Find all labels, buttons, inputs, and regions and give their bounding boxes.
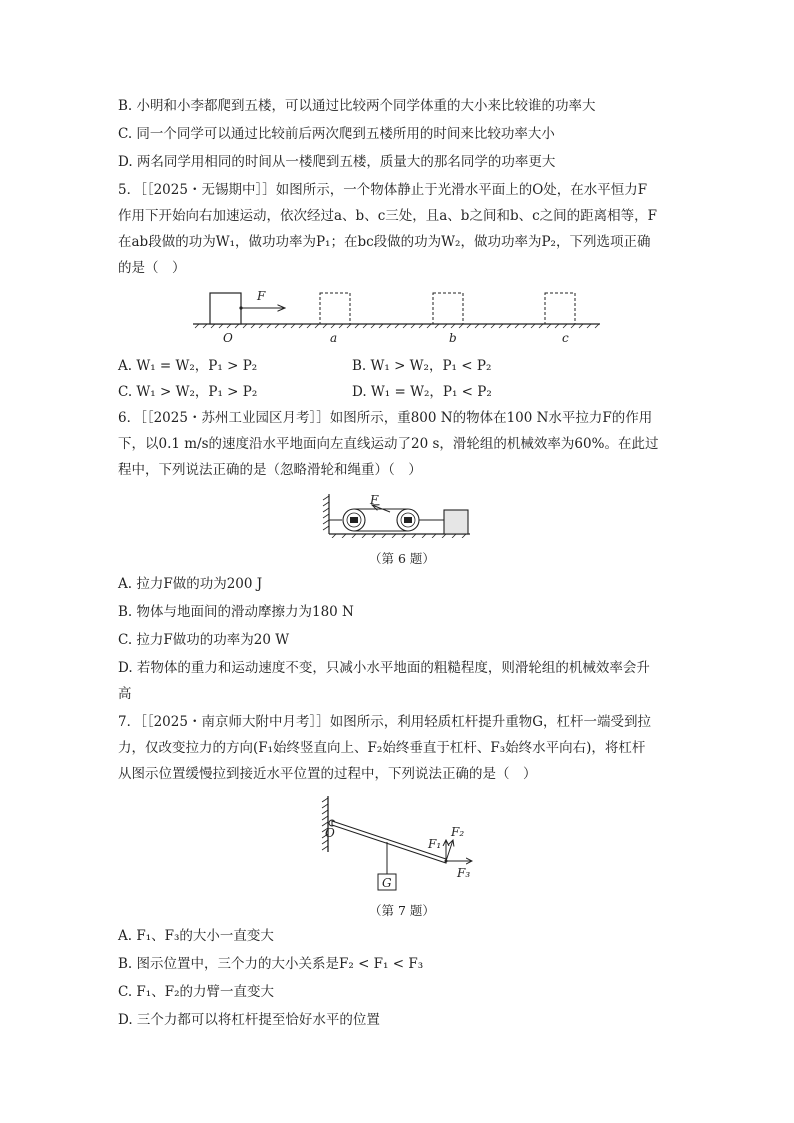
q7-label-f1: F₁ [428, 837, 442, 851]
q7-option-a: A. F₁、F₃的大小一直变大 [118, 928, 274, 944]
q7-label-g: G [382, 876, 392, 890]
q7-stem-line-3: 从图示位置缓慢拉到接近水平位置的过程中，下列说法正确的是（ ） [118, 766, 537, 782]
q5-option-d: D. W₁ = W₂，P₁ < P₂ [352, 384, 492, 400]
q7-label-f2: F₂ [451, 825, 465, 839]
q5-option-b: B. W₁ > W₂，P₁ < P₂ [352, 358, 492, 374]
q6-block [444, 510, 468, 534]
q7-stem-line-1: 7．［［2025・南京师大附中月考］］如图所示，利用轻质杠杆提升重物G，杠杆一端受到拉 [118, 714, 651, 730]
q5-option-c: C. W₁ > W₂，P₁ > P₂ [118, 384, 258, 400]
q6-option-d-line-1: D. 若物体的重力和运动速度不变，只减小水平地面的粗糙程度，则滑轮组的机械效率会升 [118, 660, 650, 676]
q5-label-a: a [330, 331, 338, 345]
q5-stem-line-2: 作用下开始向右加速运动，依次经过a、b、c三处，且a、b之间和b、c之间的距离相等，F [118, 208, 658, 224]
block [210, 293, 241, 324]
q4-option-b: B. 小明和小李都爬到五楼，可以通过比较两个同学体重的大小来比较谁的功率大 [118, 98, 596, 114]
q4-option-c: C. 同一个同学可以通过比较前后两次爬到五楼所用的时间来比较功率大小 [118, 126, 555, 142]
q6-label-force: F [370, 493, 379, 507]
q6-figure [320, 490, 472, 538]
q4-option-d: D. 两名同学用相同的时间从一楼爬到五楼，质量大的那名同学的功率更大 [118, 154, 556, 170]
q6-option-b: B. 物体与地面间的滑动摩擦力为180 N [118, 604, 354, 620]
q5-figure [185, 284, 610, 350]
q6-stem-line-3: 程中，下列说法正确的是（忽略滑轮和绳重）（ ） [118, 462, 422, 478]
q6-option-a: A. 拉力F做的功为200 J [118, 576, 263, 592]
q6-stem-line-1: 6．［［2025・苏州工业园区月考］］如图所示，重800 N的物体在100 N水平拉力F的作用 [118, 410, 653, 426]
q5-option-a: A. W₁ = W₂，P₁ > P₂ [118, 358, 258, 374]
q5-label-force: F [257, 289, 266, 303]
q5-stem-line-1: 5．［［2025・无锡期中］］如图所示，一个物体静止于光滑水平面上的O处，在水平恒力F [118, 182, 648, 198]
q5-label-b: b [449, 331, 457, 345]
q7-option-c: C. F₁、F₂的力臂一直变大 [118, 984, 274, 1000]
q5-stem-line-3: 在ab段做的功为W₁，做功功率为P₁；在bc段做的功为W₂，做功功率为P₂，下列选项正确 [118, 234, 651, 250]
q6-caption: （第 6 题） [369, 551, 435, 566]
q6-option-d-line-2: 高 [118, 686, 132, 702]
q7-caption: （第 7 题） [369, 903, 435, 918]
q5-label-c: c [562, 331, 569, 345]
q6-stem-line-2: 下，以0.1 m/s的速度沿水平地面向左直线运动了20 s，滑轮组的机械效率为60%。在此过 [118, 436, 659, 452]
q5-stem-line-4: 的是（ ） [118, 260, 186, 276]
q5-label-o: O [223, 331, 233, 345]
q7-label-o: O [325, 826, 335, 840]
q7-label-f3: F₃ [457, 866, 471, 880]
q7-figure [318, 794, 478, 894]
q7-option-d: D. 三个力都可以将杠杆提至恰好水平的位置 [118, 1012, 380, 1028]
q7-stem-line-2: 力，仅改变拉力的方向(F₁始终竖直向上、F₂始终垂直于杠杆、F₃始终水平向右)，将杠杆 [118, 740, 646, 756]
q6-option-c: C. 拉力F做功的功率为20 W [118, 632, 290, 648]
q7-option-b: B. 图示位置中，三个力的大小关系是F₂ < F₁ < F₃ [118, 956, 424, 972]
